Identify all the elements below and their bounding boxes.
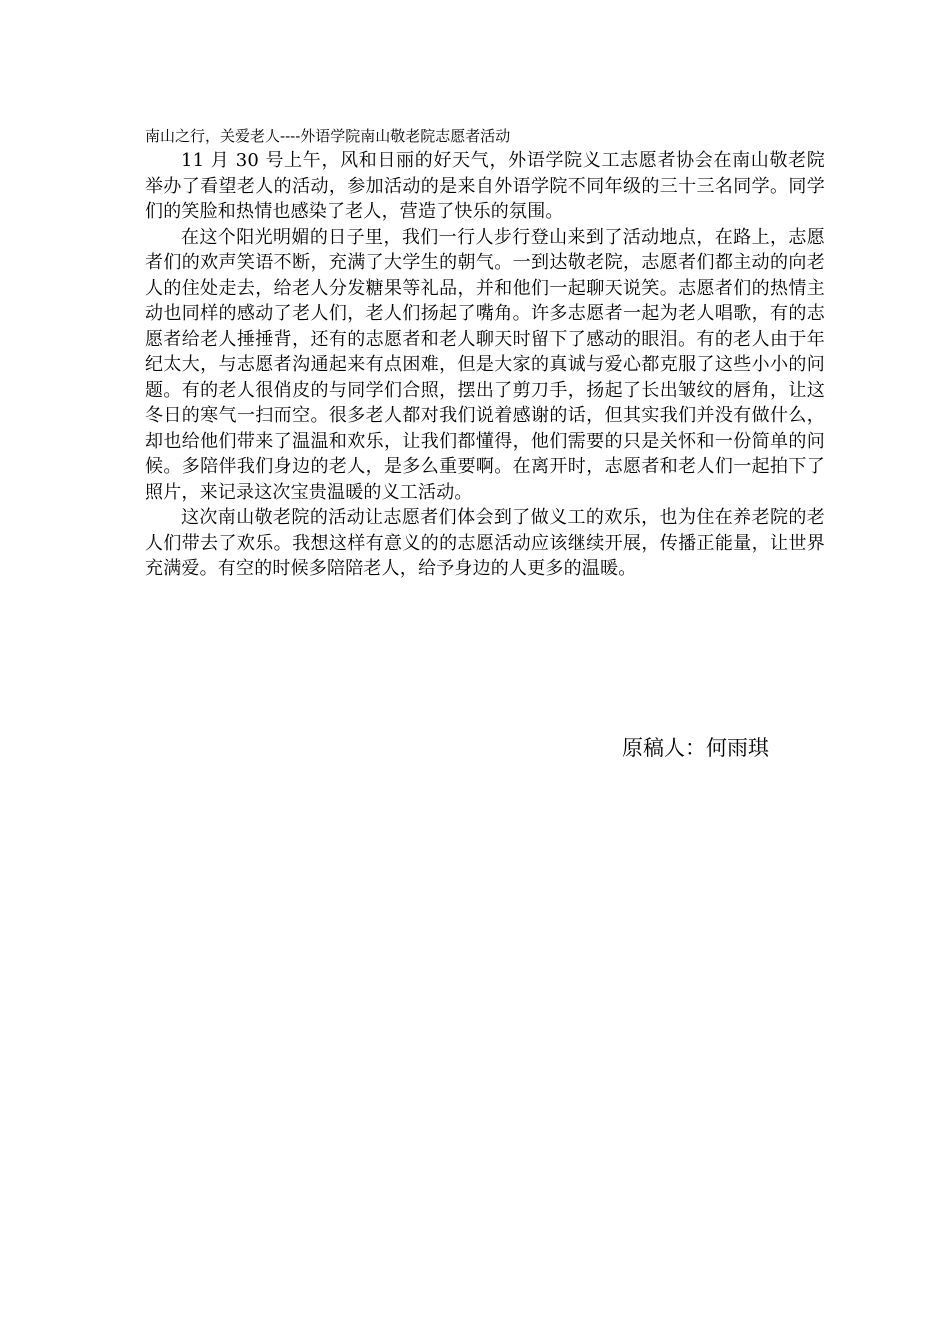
document-title: 南山之行，关爱老人----外语学院南山敬老院志愿者活动: [145, 127, 511, 145]
paragraph-3: 这次南山敬老院的活动让志愿者们体会到了做义工的欢乐，也为住在养老院的老人们带去了欢乐。我想这样有意义的的志愿活动应该继续开展，传播正能量，让世界充满爱。有空的时候多陪陪老人，给予身边的人更多的温暖。: [145, 507, 825, 579]
paragraph-1: 11 月 30 号上午，风和日丽的好天气，外语学院义工志愿者协会在南山敬老院举办了看望老人的活动，参加活动的是来自外语学院不同年级的三十三名同学。同学们的笑脸和热情也感染了老人，营造了快乐的氛围。: [145, 150, 825, 222]
document-body: [145, 124, 825, 582]
paragraph-2: 在这个阳光明媚的日子里，我们一行人步行登山来到了活动地点，在路上，志愿者们的欢声笑语不断，充满了大学生的朝气。一到达敬老院，志愿者们都主动的向老人的住处走去，给老人分发糖果等礼品，并和他们一起聊天说笑。志愿者们的热情主动也同样的感动了老人们，老人们扬起了嘴角。许多志愿者一起为老人唱歌，有的志愿者给老人捶捶背，还有的志愿者和老人聊天时留下了感动的眼泪。有的老人由于年纪太大，与志愿者沟通起来有点困难，但是大家的真诚与爱心都克服了这些小小的问题。有的老人很俏皮的与同学们合照，摆出了剪刀手，扬起了长出皱纹的唇角，让这冬日的寒气一扫而空。很多老人都对我们说着感谢的话，但其实我们并没有做什么，却也给他们带来了温温和欢乐，让我们都懂得，他们需要的只是关怀和一份简单的问候。多陪伴我们身边的老人，是多么重要啊。在离开时，志愿者和老人们一起拍下了照片，来记录这次宝贵温暖的义工活动。: [145, 226, 825, 503]
author-signature: 原稿人：何雨琪: [622, 736, 769, 760]
